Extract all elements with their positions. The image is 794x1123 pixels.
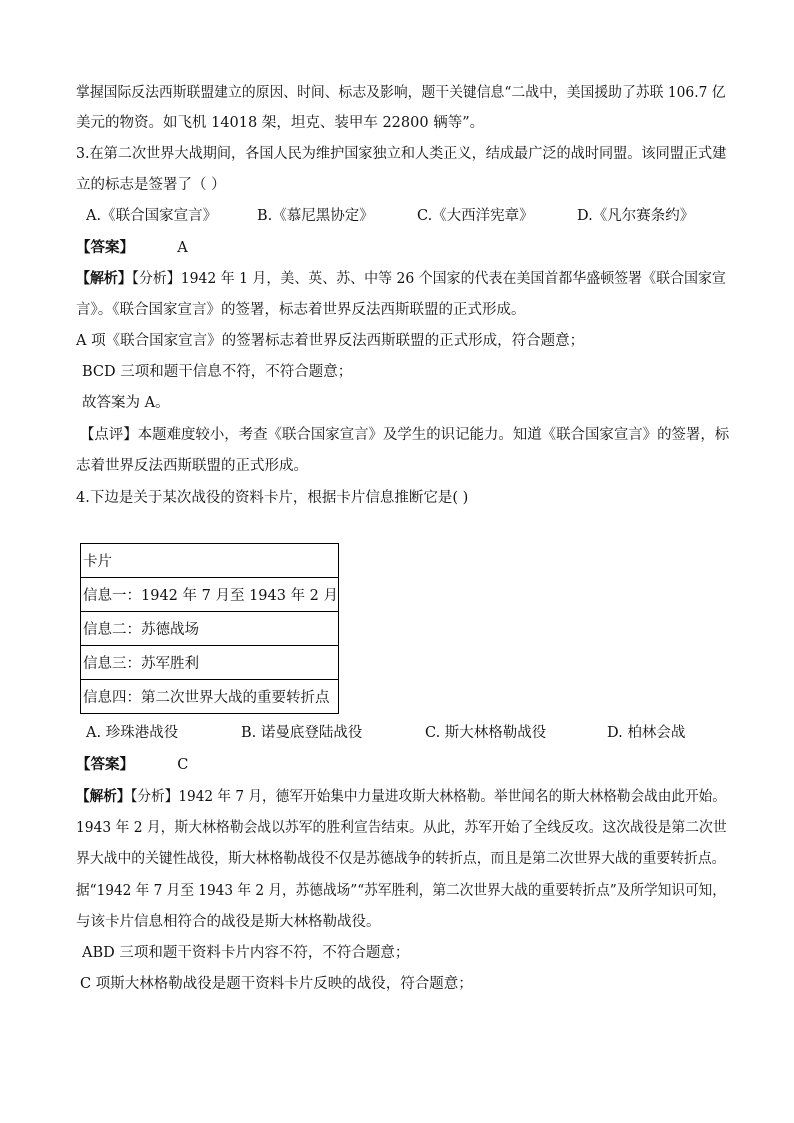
- q3-option-a: A.《联合国家宣言》: [86, 208, 218, 224]
- q4-analysis-line-7: C 项斯大林格勒战役是题干资料卡片反映的战役，符合题意；: [80, 976, 473, 992]
- q3-option-b: B.《慕尼黑协定》: [257, 208, 374, 224]
- answer-tag: 【答案】: [76, 756, 134, 773]
- q3-answer: [76, 237, 726, 259]
- q4-analysis-line-6: ABD 三项和题干资料卡片内容不符，不符合题意；: [82, 945, 410, 961]
- q3-analysis-line-5: 故答案为 A。: [82, 395, 170, 411]
- answer-tag: 【答案】: [76, 239, 134, 256]
- info-card-table: [80, 543, 339, 714]
- q3-analysis-line-3: A 项《联合国家宣言》的签署标志着世界反法西斯联盟的正式形成，符合题意；: [76, 333, 585, 349]
- q4-stem: 4.下边是关于某次战役的资料卡片，根据卡片信息推断它是( ): [76, 490, 469, 506]
- q4-analysis-line-2: 1943 年 2 月，斯大林格勒会战以苏军的胜利宣告结束。从此，苏军开始了全线反攻。这次战役是第二次世: [76, 820, 727, 836]
- q3-analysis-line-1: [76, 268, 726, 290]
- analysis-text: 【分析】1942 年 1 月，美、英、苏、中等 26 个国家的代表在美国首都华盛顿签署《联合国家宣: [131, 271, 726, 287]
- q3-option-c: C.《大西洋宪章》: [417, 208, 534, 224]
- analysis-text: 【分析】1942 年 7 月，德军开始集中力量进攻斯大林格勒。举世闻名的斯大林格勒会战由此开始。: [130, 789, 726, 805]
- answer-value: C: [177, 757, 189, 773]
- q3-comment-line-2: 志着世界反法西斯联盟的正式形成。: [76, 458, 308, 474]
- q4-option-c: C. 斯大林格勒战役: [425, 725, 547, 741]
- q4-answer: [76, 754, 726, 776]
- q4-option-b: B. 诺曼底登陆战役: [241, 725, 363, 741]
- q4-analysis-line-1: [76, 786, 726, 808]
- intro-line-2: 美元的物资。如飞机 14018 架，坦克、装甲车 22800 辆等”。: [76, 115, 485, 131]
- analysis-tag: 【解析】: [76, 788, 131, 805]
- q3-comment-line-1: 【点评】本题难度较小，考查《联合国家宣言》及学生的识记能力。知道《联合国家宣言》的签署，标: [80, 427, 730, 443]
- q3-stem-line-2: 立的标志是签署了（ ）: [76, 177, 226, 193]
- q4-option-d: D. 柏林会战: [607, 725, 686, 741]
- card-info-4: 信息四：第二次世界大战的重要转折点: [81, 680, 339, 714]
- q3-stem-line-1: 3.在第二次世界大战期间，各国人民为维护国家独立和人类正义，结成最广泛的战时同盟。该同盟正式建: [76, 146, 727, 162]
- card-info-1: 信息一：1942 年 7 月至 1943 年 2 月: [81, 578, 339, 612]
- q4-option-a: A. 珍珠港战役: [86, 725, 179, 741]
- q4-analysis-line-4: 据“1942 年 7 月至 1943 年 2 月，苏德战场”“苏军胜利，第二次世界大战的重要转折点”及所学知识可知，: [76, 883, 726, 899]
- analysis-tag: 【解析】: [76, 270, 132, 287]
- card-info-3: 信息三：苏军胜利: [81, 646, 339, 680]
- q3-option-d: D.《凡尔赛条约》: [577, 208, 695, 224]
- q3-analysis-line-4: BCD 三项和题干信息不符，不符合题意；: [82, 364, 353, 380]
- card-header: 卡片: [81, 544, 339, 578]
- card-info-2: 信息二：苏德战场: [81, 612, 339, 646]
- intro-line-1: 掌握国际反法西斯联盟建立的原因、时间、标志及影响，题干关键信息“二战中，美国援助了苏联 106.7 亿: [76, 85, 726, 101]
- q4-analysis-line-3: 界大战中的关键性战役，斯大林格勒战役不仅是苏德战争的转折点，而且是第二次世界大战的重要转折点。: [76, 851, 726, 867]
- answer-value: A: [177, 240, 188, 256]
- q3-analysis-line-2: 言》。《联合国家宣言》的签署，标志着世界反法西斯联盟的正式形成。: [76, 302, 526, 318]
- q4-analysis-line-5: 与该卡片信息相符合的战役是斯大林格勒战役。: [76, 914, 381, 930]
